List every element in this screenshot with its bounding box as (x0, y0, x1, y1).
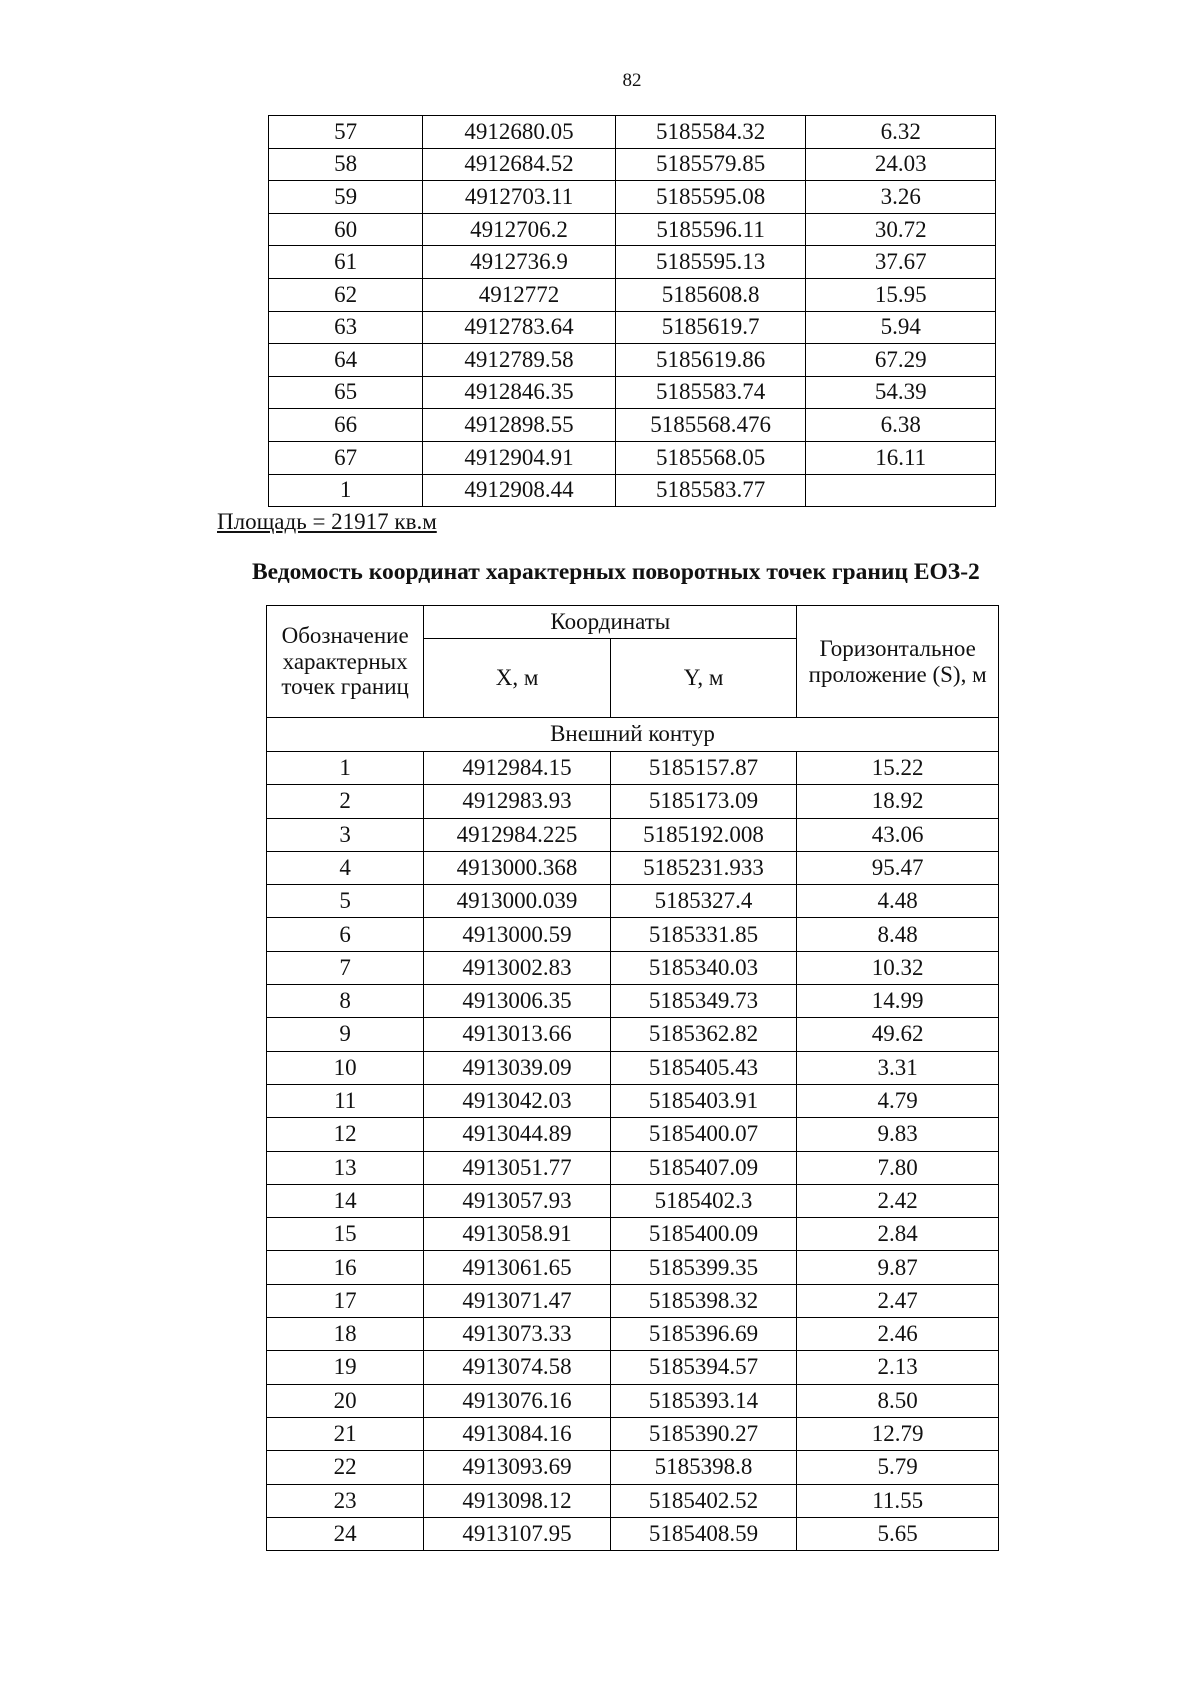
y-coordinate-cell: 5185390.27 (610, 1417, 797, 1450)
header-distance-label: Горизонтальное проложение (S), м (797, 606, 999, 718)
table-row (267, 1184, 999, 1217)
point-id-cell: 23 (267, 1484, 424, 1517)
point-id-cell: 21 (267, 1417, 424, 1450)
point-id-cell: 2 (267, 785, 424, 818)
x-coordinate-cell: 4912983.93 (424, 785, 611, 818)
table-row (269, 376, 996, 409)
point-id-cell: 3 (267, 818, 424, 851)
distance-cell: 2.13 (797, 1351, 999, 1384)
y-coordinate-cell: 5185595.13 (615, 246, 806, 279)
point-id-cell: 22 (267, 1451, 424, 1484)
point-id-cell: 17 (267, 1284, 424, 1317)
y-coordinate-cell: 5185398.8 (610, 1451, 797, 1484)
x-coordinate-cell: 4913098.12 (424, 1484, 611, 1517)
distance-cell: 18.92 (797, 785, 999, 818)
y-coordinate-cell: 5185393.14 (610, 1384, 797, 1417)
point-id-cell: 10 (267, 1051, 424, 1084)
distance-cell: 8.50 (797, 1384, 999, 1417)
x-coordinate-cell: 4913073.33 (424, 1318, 611, 1351)
table-row (267, 985, 999, 1018)
distance-cell: 2.46 (797, 1318, 999, 1351)
x-coordinate-cell: 4913042.03 (424, 1084, 611, 1117)
x-coordinate-cell: 4912898.55 (423, 409, 616, 442)
y-coordinate-cell: 5185398.32 (610, 1284, 797, 1317)
point-id-cell: 19 (267, 1351, 424, 1384)
point-id-cell: 6 (267, 918, 424, 951)
x-coordinate-cell: 4912684.52 (423, 148, 616, 181)
table-row (267, 1484, 999, 1517)
y-coordinate-cell: 5185579.85 (615, 148, 806, 181)
point-id-cell: 12 (267, 1118, 424, 1151)
distance-cell: 15.22 (797, 752, 999, 785)
x-coordinate-cell: 4913000.59 (424, 918, 611, 951)
header-point-label: Обозначение характерных точек границ (267, 606, 424, 718)
header-y-label: Y, м (610, 639, 797, 718)
point-id-cell: 9 (267, 1018, 424, 1051)
table-row (267, 1318, 999, 1351)
table-row (267, 1251, 999, 1284)
y-coordinate-cell: 5185400.07 (610, 1118, 797, 1151)
y-coordinate-cell: 5185608.8 (615, 278, 806, 311)
y-coordinate-cell: 5185231.933 (610, 851, 797, 884)
header-coordinates-label: Координаты (424, 606, 797, 639)
x-coordinate-cell: 4913057.93 (424, 1184, 611, 1217)
y-coordinate-cell: 5185403.91 (610, 1084, 797, 1117)
x-coordinate-cell: 4913084.16 (424, 1417, 611, 1450)
table-row (269, 181, 996, 214)
distance-cell: 5.65 (797, 1517, 999, 1550)
distance-cell: 16.11 (806, 441, 996, 474)
point-id-cell: 61 (269, 246, 423, 279)
distance-cell: 11.55 (797, 1484, 999, 1517)
x-coordinate-cell: 4913051.77 (424, 1151, 611, 1184)
distance-cell: 14.99 (797, 985, 999, 1018)
point-id-cell: 18 (267, 1318, 424, 1351)
x-coordinate-cell: 4912706.2 (423, 213, 616, 246)
x-coordinate-cell: 4912846.35 (423, 376, 616, 409)
section-title: Ведомость координат характерных поворотных точек границ ЕОЗ-2 (252, 559, 980, 585)
y-coordinate-cell: 5185405.43 (610, 1051, 797, 1084)
table-row (267, 1018, 999, 1051)
distance-cell: 49.62 (797, 1018, 999, 1051)
y-coordinate-cell: 5185192.008 (610, 818, 797, 851)
table-row (269, 278, 996, 311)
x-coordinate-cell: 4913071.47 (424, 1284, 611, 1317)
header-x-label: X, м (424, 639, 611, 718)
x-coordinate-cell: 4912908.44 (423, 474, 616, 507)
distance-cell: 4.48 (797, 885, 999, 918)
x-coordinate-cell: 4913044.89 (424, 1118, 611, 1151)
table-row (269, 116, 996, 149)
x-coordinate-cell: 4912984.15 (424, 752, 611, 785)
x-coordinate-cell: 4913002.83 (424, 951, 611, 984)
table-row (269, 311, 996, 344)
contour-label: Внешний контур (267, 718, 999, 752)
distance-cell: 24.03 (806, 148, 996, 181)
x-coordinate-cell: 4912783.64 (423, 311, 616, 344)
table-row (267, 1151, 999, 1184)
y-coordinate-cell: 5185619.7 (615, 311, 806, 344)
distance-cell: 30.72 (806, 213, 996, 246)
distance-cell: 2.84 (797, 1218, 999, 1251)
distance-cell: 9.83 (797, 1118, 999, 1151)
distance-cell: 8.48 (797, 918, 999, 951)
distance-cell: 2.47 (797, 1284, 999, 1317)
table-row (267, 885, 999, 918)
table-row (269, 246, 996, 279)
table-row (269, 474, 996, 507)
table-row (267, 1517, 999, 1550)
point-id-cell: 57 (269, 116, 423, 149)
distance-cell (806, 474, 996, 507)
x-coordinate-cell: 4913074.58 (424, 1351, 611, 1384)
page-number: 82 (622, 70, 642, 91)
x-coordinate-cell: 4913039.09 (424, 1051, 611, 1084)
x-coordinate-cell: 4912984.225 (424, 818, 611, 851)
y-coordinate-cell: 5185396.69 (610, 1318, 797, 1351)
y-coordinate-cell: 5185394.57 (610, 1351, 797, 1384)
table-row (267, 1417, 999, 1450)
distance-cell: 3.31 (797, 1051, 999, 1084)
y-coordinate-cell: 5185407.09 (610, 1151, 797, 1184)
point-id-cell: 16 (267, 1251, 424, 1284)
y-coordinate-cell: 5185568.05 (615, 441, 806, 474)
y-coordinate-cell: 5185362.82 (610, 1018, 797, 1051)
y-coordinate-cell: 5185596.11 (615, 213, 806, 246)
distance-cell: 7.80 (797, 1151, 999, 1184)
y-coordinate-cell: 5185157.87 (610, 752, 797, 785)
point-id-cell: 1 (269, 474, 423, 507)
x-coordinate-cell: 4912789.58 (423, 344, 616, 377)
point-id-cell: 20 (267, 1384, 424, 1417)
y-coordinate-cell: 5185399.35 (610, 1251, 797, 1284)
distance-cell: 2.42 (797, 1184, 999, 1217)
coordinates-table-eoz2 (266, 605, 999, 1551)
table-row (267, 951, 999, 984)
distance-cell: 67.29 (806, 344, 996, 377)
table-row (267, 1084, 999, 1117)
y-coordinate-cell: 5185331.85 (610, 918, 797, 951)
point-id-cell: 15 (267, 1218, 424, 1251)
area-note: Площадь = 21917 кв.м (217, 509, 437, 534)
table-row (267, 818, 999, 851)
y-coordinate-cell: 5185402.52 (610, 1484, 797, 1517)
x-coordinate-cell: 4912703.11 (423, 181, 616, 214)
table-row (267, 752, 999, 785)
point-id-cell: 64 (269, 344, 423, 377)
table-body (267, 752, 999, 1551)
y-coordinate-cell: 5185349.73 (610, 985, 797, 1018)
point-id-cell: 13 (267, 1151, 424, 1184)
distance-cell: 6.32 (806, 116, 996, 149)
point-id-cell: 65 (269, 376, 423, 409)
point-id-cell: 1 (267, 752, 424, 785)
distance-cell: 5.94 (806, 311, 996, 344)
point-id-cell: 59 (269, 181, 423, 214)
x-coordinate-cell: 4912736.9 (423, 246, 616, 279)
point-id-cell: 24 (267, 1517, 424, 1550)
x-coordinate-cell: 4913093.69 (424, 1451, 611, 1484)
point-id-cell: 60 (269, 213, 423, 246)
table-row (267, 1451, 999, 1484)
distance-cell: 12.79 (797, 1417, 999, 1450)
point-id-cell: 11 (267, 1084, 424, 1117)
distance-cell: 4.79 (797, 1084, 999, 1117)
x-coordinate-cell: 4913076.16 (424, 1384, 611, 1417)
table-row (267, 851, 999, 884)
y-coordinate-cell: 5185400.09 (610, 1218, 797, 1251)
distance-cell: 5.79 (797, 1451, 999, 1484)
point-id-cell: 5 (267, 885, 424, 918)
x-coordinate-cell: 4913000.368 (424, 851, 611, 884)
y-coordinate-cell: 5185340.03 (610, 951, 797, 984)
table-header (267, 606, 999, 752)
y-coordinate-cell: 5185583.77 (615, 474, 806, 507)
point-id-cell: 66 (269, 409, 423, 442)
distance-cell: 37.67 (806, 246, 996, 279)
x-coordinate-cell: 4912680.05 (423, 116, 616, 149)
table-row (267, 1284, 999, 1317)
y-coordinate-cell: 5185595.08 (615, 181, 806, 214)
x-coordinate-cell: 4913107.95 (424, 1517, 611, 1550)
x-coordinate-cell: 4913000.039 (424, 885, 611, 918)
point-id-cell: 63 (269, 311, 423, 344)
table-row (267, 1051, 999, 1084)
table-row (267, 1384, 999, 1417)
distance-cell: 15.95 (806, 278, 996, 311)
distance-cell: 3.26 (806, 181, 996, 214)
point-id-cell: 4 (267, 851, 424, 884)
table-row (267, 1118, 999, 1151)
distance-cell: 10.32 (797, 951, 999, 984)
point-id-cell: 67 (269, 441, 423, 474)
point-id-cell: 7 (267, 951, 424, 984)
table-row (269, 441, 996, 474)
distance-cell: 54.39 (806, 376, 996, 409)
table-row (269, 409, 996, 442)
x-coordinate-cell: 4912904.91 (423, 441, 616, 474)
point-id-cell: 58 (269, 148, 423, 181)
distance-cell: 43.06 (797, 818, 999, 851)
table-row (269, 213, 996, 246)
y-coordinate-cell: 5185583.74 (615, 376, 806, 409)
x-coordinate-cell: 4913061.65 (424, 1251, 611, 1284)
x-coordinate-cell: 4913058.91 (424, 1218, 611, 1251)
table-row (267, 785, 999, 818)
table-row (267, 1218, 999, 1251)
point-id-cell: 14 (267, 1184, 424, 1217)
table-body (269, 116, 996, 507)
coordinates-table-continued (268, 115, 996, 507)
y-coordinate-cell: 5185173.09 (610, 785, 797, 818)
y-coordinate-cell: 5185584.32 (615, 116, 806, 149)
table-row (267, 1351, 999, 1384)
y-coordinate-cell: 5185619.86 (615, 344, 806, 377)
table-row (269, 148, 996, 181)
x-coordinate-cell: 4913013.66 (424, 1018, 611, 1051)
point-id-cell: 8 (267, 985, 424, 1018)
y-coordinate-cell: 5185568.476 (615, 409, 806, 442)
table-row (269, 344, 996, 377)
y-coordinate-cell: 5185408.59 (610, 1517, 797, 1550)
y-coordinate-cell: 5185327.4 (610, 885, 797, 918)
y-coordinate-cell: 5185402.3 (610, 1184, 797, 1217)
distance-cell: 9.87 (797, 1251, 999, 1284)
distance-cell: 95.47 (797, 851, 999, 884)
x-coordinate-cell: 4912772 (423, 278, 616, 311)
distance-cell: 6.38 (806, 409, 996, 442)
table-row (267, 918, 999, 951)
point-id-cell: 62 (269, 278, 423, 311)
x-coordinate-cell: 4913006.35 (424, 985, 611, 1018)
